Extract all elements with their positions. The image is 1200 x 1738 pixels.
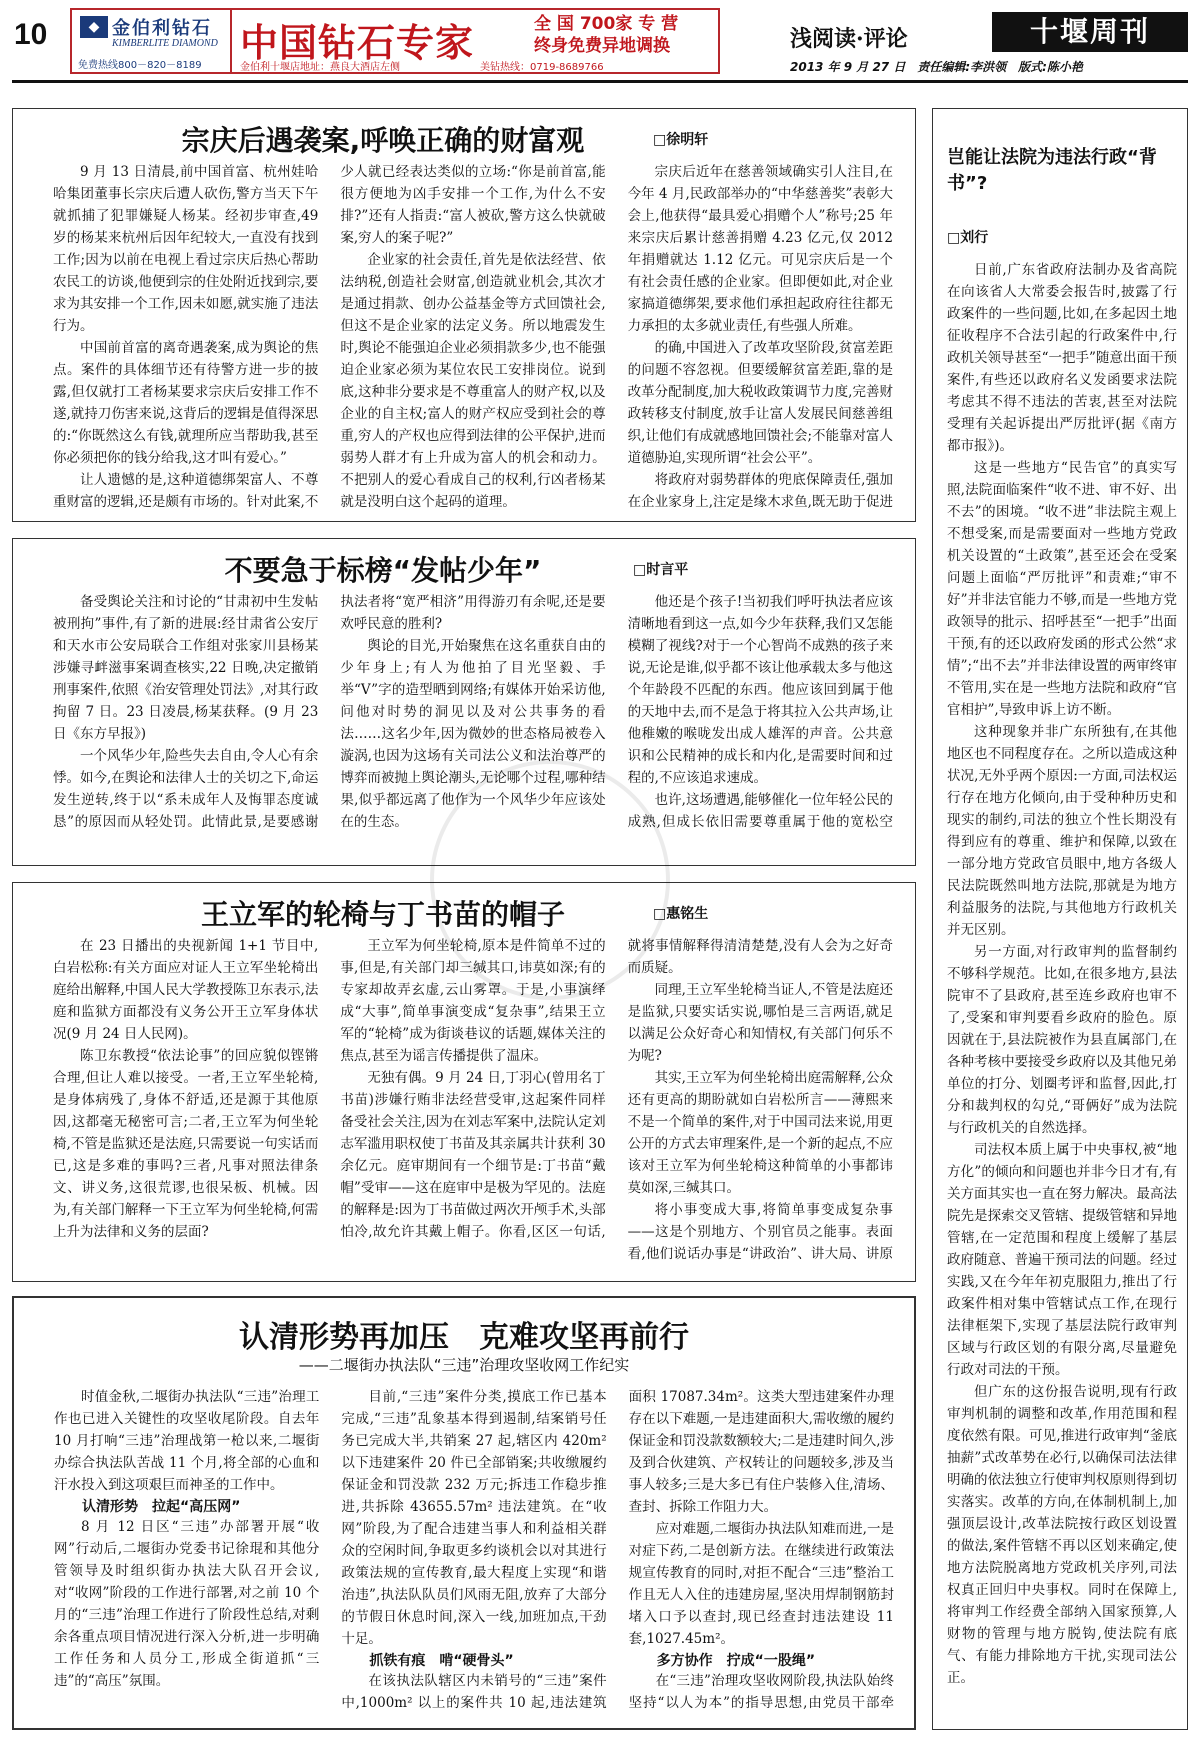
paragraph: 在 23 日播出的央视新闻 1+1 节目中,白岩松称:有关方面应对证人王立军坐轮椅出庭给出解释,中国人民大学教授陈卫东表示,法庭和监狱方面都没有义务公开王立军身体状况(9 月 24 日人民网)。 <box>53 938 319 1042</box>
feature-subtitle: ——二堰街办执法队“三违”治理攻坚收网工作纪实 <box>298 1356 630 1374</box>
logo-en-text: KIMBERLITE DIAMOND <box>112 38 218 49</box>
sidebar-author: □刘行 <box>947 230 989 246</box>
article-3-body <box>53 935 893 1275</box>
paragraph: 这种现象并非广东所独有,在其他地区也不同程度存在。之所以造成这种状况,无外乎两个原因:一方面,司法权运行存在地方化倾向,由于受种种历史和现实的制约,司法的独立个性长期没有得到应有的尊重、维护和保障,以致在一部分地方党政官员眼中,地方各级人民法院既然叫地方法院,那就是为地方利益服务的法院,与其他地方行政机关并无区别。 <box>947 724 1177 938</box>
feature-subhead: 认清形势 拉起“高压网” <box>82 1499 241 1515</box>
sidebar-title: 岂能让法院为违法行政“背书”? <box>947 147 1157 194</box>
article-1-body <box>53 161 893 513</box>
paragraph: 中国前首富的离奇遇袭案,成为舆论的焦点。案件的具体细节还有待警方进一步的披露,但仅就打工者杨某要求宗庆后安排工作不遂,就持刀伤害来说,这背后的逻辑是值得深思的:“你既然这么有钱,就理所应当帮助我,甚至你必须把你的钱分给我,这才叫有爱心。” <box>53 340 319 466</box>
paragraph: 王立军为何坐轮椅,原本是件简单不过的事,但是,有关部门却三缄其口,讳莫如深;有的专家却故弄玄虚,云山雾罩。于是,小事演绎成“大事”,简单事演变成“复杂事”,结果王立军的“轮椅”成为街谈巷议的话题,媒体关注的焦点,甚至为谣言传播提供了温床。 <box>340 938 606 1064</box>
paragraph: 时值金秋,二堰街办执法队“三违”治理工作也已进入关键性的攻坚收尾阶段。自去年 10 月打响“三违”治理战第一枪以来,二堰街办综合执法队苦战 11 个月,将全部的心血和汗水投入到这项艰巨而神圣的工作中。 <box>54 1389 320 1493</box>
paragraph: 的确,中国进入了改革攻坚阶段,贫富差距的问题不容忽视。但要缓解贫富差距,靠的是改革分配制度,加大税收政策调节力度,完善财政转移支付制度,放手让富人发展民间慈善组织,让他们有成就感地回馈社会;不能靠对富人道德胁迫,实现所谓“社会公平”。 <box>627 340 893 466</box>
paragraph: 一个风华少年,险些失去自由,令人心有余悸。如今,在舆论和法律人士的关切之下,命运发生逆转,终于以“系未成年人及悔罪态度诚恳”的原因而从轻处罚。此情此景,是要感谢执法者将“宽严相济”用得游刃有余呢,还是要欢呼民意的胜利? <box>53 594 606 830</box>
ad-footer: 金伯利十堰店地址：燕良大酒店左侧 美钻热线：0719-8689766 <box>240 62 604 73</box>
paragraph: 日前,广东省政府法制办及省高院在向该省人大常委会报告时,披露了行政案件的一些问题,比如,在多起因土地征收程序不合法引起的行政案件中,行政机关领导甚至“一把手”随意出面干预案件,有些还以政府名义发函要求法院考虑其不得不违法的苦衷,甚至对法院受理有关起诉提出严厉批评(据《南方都市报》)。 <box>947 262 1177 454</box>
feature-subhead: 多方协作 拧成“一股绳” <box>656 1653 816 1669</box>
article-2-title: 不要急于标榜“发帖少年” <box>224 554 542 587</box>
paragraph: 司法权本质上属于中央事权,被“地方化”的倾向和问题也并非今日才有,有关方面其实也一直在努力解决。最高法院先是探索交叉管辖、提级管辖和异地管辖,在一定范围和程度上缓解了基层政府随意、普遍干预司法的问题。经过实践,又在今年年初克服阻力,推出了行政案件相对集中管辖试点工作,在现行法律框架下,实现了基层法院行政审判区域与行政区划的有限分离,尽量避免行政对司法的干预。 <box>947 1142 1177 1378</box>
paragraph: 9 月 13 日清晨,前中国首富、杭州娃哈哈集团董事长宗庆后遭人砍伤,警方当天下午就抓捕了犯罪嫌疑人杨某。经初步审查,49 岁的杨某来杭州后因年纪较大,一直没有找到工作;因为以前在电视上看过宗庆后热心帮助农民工的访谈,他便到宗的住处附近找到宗,要求为其安排一个工作,因未如愿,就实施了违法行为。 <box>53 164 319 334</box>
paragraph: 无独有偶。9 月 24 日,丁羽心(曾用名丁书苗)涉嫌行贿非法经营受审,这起案件同样备受社会关注,因为在刘志军案中,法院认定刘志军滥用职权使丁书苗及其亲属共计获利 30 余亿元。庭审期间有一个细节是:丁书苗“戴帽”受审——这在庭审中是极为罕见的。法庭的解释是:因为丁书苗做过两次开颅手术,头部怕冷,故允许其戴上帽子。你看,区区一句话,就将事情解释得清清楚楚,没有人会为之好奇而质疑。 <box>340 938 893 1240</box>
ad-slogan <box>534 13 714 57</box>
article-3-author: □惠铭生 <box>653 906 709 922</box>
feature-title: 认清形势再加压 克难攻坚再前行 <box>239 1320 689 1355</box>
article-2 <box>12 538 916 866</box>
paragraph: 8 月 12 日区“三违”办部署开展“收网”行动后,二堰街办党委书记徐琨和其他分管领导及时组织街办执法大队召开会议,对“收网”阶段的工作进行部署,对之前 10 个月的“三违”治理工作进行了阶段性总结,对剩余各重点项目情况进行深入分析,进一步明确工作任务和人员分工,形成全街道抓“三违”的“高压”氛围。 <box>54 1519 320 1689</box>
feature-subhead: 抓铁有痕 啃“硬骨头” <box>369 1653 514 1669</box>
header-rule <box>12 80 1188 83</box>
paragraph: 让人遗憾的是,这种道德绑架富人、不尊重财富的逻辑,还是颇有市场的。针对此案,不少人就已经表达类似的立场:“你是前首富,能很方便地为凶手安排一个工作,为什么不安排?”还有人指责:“富人被砍,警方这么快就破案,穷人的案子呢?” <box>53 164 606 510</box>
advertisement-banner[interactable] <box>70 8 720 74</box>
page-number: 10 <box>14 18 48 51</box>
paragraph: 企业家的社会责任,首先是依法经营、依法纳税,创造社会财富,创造就业机会,其次才是通过捐款、创办公益基金等方式回馈社会,但这不是企业家的法定义务。所以地震发生时,舆论不能强迫企业必须捐款多少,也不能强迫企业家必须为某位农民工安排岗位。说到底,这种非分要求是不尊重富人的财产权,以及企业的自主权;富人的财产权应受到社会的尊重,穷人的产权也应得到法律的公平保护,进而弱势人群才有上升成为富人的机会和动力。不把别人的爱心看成自己的权利,行凶者杨某就是没明白这个起码的道理。 <box>340 252 606 510</box>
paragraph: 另一方面,对行政审判的监督制约不够科学规范。比如,在很多地方,县法院审不了县政府,甚至连乡政府也审不了,受案和审判要看乡政府的脸色。原因就在于,县法院被作为县直属部门,在各种考核中要接受乡政府以及其他兄弟单位的打分、划圈考评和监督,因此,打分和裁判权的勾兑,“哥俩好”成为法院与行政机关的自然选择。 <box>947 944 1177 1136</box>
sidebar-body <box>947 259 1177 1719</box>
paragraph: 这是一些地方“民告官”的真实写照,法院面临案件“收不进、审不好、出不去”的困境。“收不进”非法院主观上不想受案,而是需要面对一些地方党政机关设置的“土政策”,甚至还会在受案问题上面临“严厉批评”和责难;“审不好”并非法官能力不够,而是一些地方党政领导的批示、招呼甚至“一把手”出面干预,有的还以政府发函的形式公然“求情”;“出不去”并非法律设置的两审终审不管用,实在是一些地方法院和政府“官官相护”,导致申诉上访不断。 <box>947 460 1177 718</box>
paragraph: 将政府对弱势群体的兜底保障责任,强加在企业家身上,注定是缘木求鱼,既无助于促进 <box>627 472 893 510</box>
logo-cn-text: 金伯利钻石 <box>112 18 212 39</box>
paragraph: 舆论的目光,开始聚焦在这名重获自由的少年身上;有人为他拍了目光坚毅、手举“V”字的造型晒到网络;有媒体开始采访他,问他对时势的洞见以及对公共事务的看法……这名少年,因为微妙的世态格局被卷入漩涡,也因为这场有关司法公义和法治尊严的博弈而被抛上舆论潮头,无论哪个过程,哪种结果,似乎都远离了他作为一个风华少年应该处在的生态。 <box>340 638 606 830</box>
section-rubric: 浅阅读·评论 <box>790 26 908 52</box>
article-2-author: □时言平 <box>633 562 689 578</box>
article-1 <box>12 108 916 522</box>
logo-hotline: 免费热线800－820－8189 <box>78 60 202 71</box>
ad-headline: 中国钻石专家 <box>240 21 475 65</box>
paragraph: 应对难题,二堰街办执法队知难而进,一是对症下药,二是创新方法。在继续进行政策法规宣传教育的同时,对拒不配合“三违”整治工作且无人入住的违建房屋,坚决用焊制钢筋封堵入口予以查封,现已经查封违法建设 11 套,1027.45m²。 <box>628 1521 894 1647</box>
paragraph: 将小事变成大事,将简单事变成复杂事——这是个别地方、个别官员之能事。表面看,他们说话办事是“讲政治”、讲大局、讲原 <box>627 1202 893 1262</box>
ad-slogan-line2: 终身免费异地调换 <box>534 36 670 56</box>
masthead-brand: 十堰周刊 <box>992 12 1188 52</box>
article-1-author: □徐明轩 <box>653 132 709 148</box>
jeweler-logo <box>72 10 232 72</box>
paragraph: 在该执法队辖区内未销号的“三违”案件中,1000m² 以上的案件共 10 起,违法建筑面积 17087.34m²。这类大型违建案件办理存在以下难题,一是违建面积大,需收缴的履约保证金和罚没款数额较大;二是违建时间久,涉及到合伙建筑、产权转让的问题较多,涉及当事人较多;三是大多已有住户装修入住,清场、查封、拆除工作阻力大。 <box>341 1389 894 1711</box>
sidebar-column <box>932 108 1188 1730</box>
article-3-title: 王立军的轮椅与丁书苗的帽子 <box>200 898 565 931</box>
paragraph: 在“三违”治理攻坚收网阶段,执法队始终坚持“以人为本”的指导思想,由党员干部牵 <box>628 1673 894 1711</box>
paragraph: 但广东的这份报告说明,现有行政审判机制的调整和改革,作用范围和程度依然有限。可见,推进行政审判“釜底抽薪”式改革势在必行,以确保司法法律明确的依法独立行使审判权原则得到切实落实。改革的方向,在体制机制上,加强顶层设计,改革法院按行政区划设置的做法,案件管辖不再以区划来确定,使地方法院脱离地方党政机关序列,司法权真正回归中央事权。同时在保障上,将审判工作经费全部纳入国家预算,人财物的管理与地方脱钩,使法院有底气、有能力排除地方干扰,实现司法公正。 <box>947 1384 1177 1686</box>
paragraph: 他还是个孩子!当初我们呼吁执法者应该清晰地看到这一点,如今少年获释,我们又怎能模糊了视线?对于一个心智尚不成熟的孩子来说,无论是谁,似乎都不该让他承载太多与他这个年龄段不匹配的东西。他应该回到属于他的天地中去,而不是急于将其拉入公共声场,让他稚嫩的喉咙发出成人雄浑的声音。公共意识和公民精神的成长和内化,是需要时间和过程的,不应该追求速成。 <box>627 594 893 786</box>
paragraph: 宗庆后近年在慈善领域确实引人注目,在今年 4 月,民政部举办的“中华慈善奖”表彰大会上,他获得“最具爱心捐赠个人”称号;25 年来宗庆后累计慈善捐赠 4.23 亿元,仅 2012 年捐赠就达 1.12 亿元。可见宗庆后是一个有社会责任感的企业家。但即便如此,对企业家搞道德绑架,要求他们承担起政府往往都无力承担的太多就业责任,有些强人所难。 <box>627 164 893 334</box>
paragraph: 备受舆论关注和讨论的“甘肃初中生发帖被刑拘”事件,有了新的进展:经甘肃省公安厅和天水市公安局联合工作组对张家川县杨某涉嫌寻衅滋事案调查核实,22 日晚,决定撤销刑事案件,依照《治安管理处罚法》,对其行政拘留 7 日。23 日凌晨,杨某获释。(9 月 23 日《东方早报》) <box>53 594 319 742</box>
article-3 <box>12 882 916 1282</box>
diamond-icon: ◆ <box>80 16 108 38</box>
article-2-body <box>53 591 893 859</box>
paragraph: 同理,王立军坐轮椅当证人,不管是法庭还是监狱,只要实话实说,哪怕是三言两语,就足以满足公众好奇心和知情权,有关部门何乐不为呢? <box>627 982 893 1064</box>
paragraph: 其实,王立军为何坐轮椅出庭需解释,公众还有更高的期盼就如白岩松所言——薄熙来不是一个简单的案件,对于中国司法来说,用更公开的方式去审理案件,是一个新的起点,不应该对王立军为何坐轮椅这种简单的小事都讳莫如深,三缄其口。 <box>627 1070 893 1196</box>
article-1-title: 宗庆后遇袭案,呼唤正确的财富观 <box>181 124 585 157</box>
feature-article <box>12 1296 916 1730</box>
ad-slogan-line1: 全 国 700家 专 营 <box>534 14 679 34</box>
paragraph: 目前,“三违”案件分类,摸底工作已基本完成,“三违”乱象基本得到遏制,结案销号任务已完成大半,共销案 27 起,辖区内 420m² 以下违建案件 20 件已全部销案;共收缴履约保证金和罚没款 232 万元;拆违工作稳步推进,共拆除 43655.57m² 违法建筑。在“收网”阶段,为了配合违建当事人和利益相关群众的空闲时间,争取更多约谈机会以对其进行政策法规的宣传教育,最大程度上实现“和谐治违”,执法队队员们风雨无阻,放弃了大部分的节假日休息时间,深入一线,加班加点,干劲十足。 <box>341 1389 607 1647</box>
feature-body <box>54 1386 894 1724</box>
paragraph: 也许,这场遭遇,能够催化一位年轻公民的成熟,但成长依旧需要尊重属于他的宽松空 <box>627 792 893 830</box>
dateline: 2013 年 9 月 27 日 责任编辑:李洪领 版式:陈小艳 <box>790 60 1083 74</box>
paragraph: 陈卫东教授“依法论事”的回应貌似铿锵合理,但让人难以接受。一者,王立军坐轮椅,是身体病残了,身体不舒适,还是源于其他原因,这都毫无秘密可言;二者,王立军为何坐轮椅,不管是监狱还是法庭,只需要说一句实话而已,这是多难的事吗?三者,凡事对照法律条文、讲义务,这很荒谬,也很呆板、机械。因为,有关部门解释一下王立军为何坐轮椅,何需上升为法律和义务的层面? <box>53 1048 319 1240</box>
